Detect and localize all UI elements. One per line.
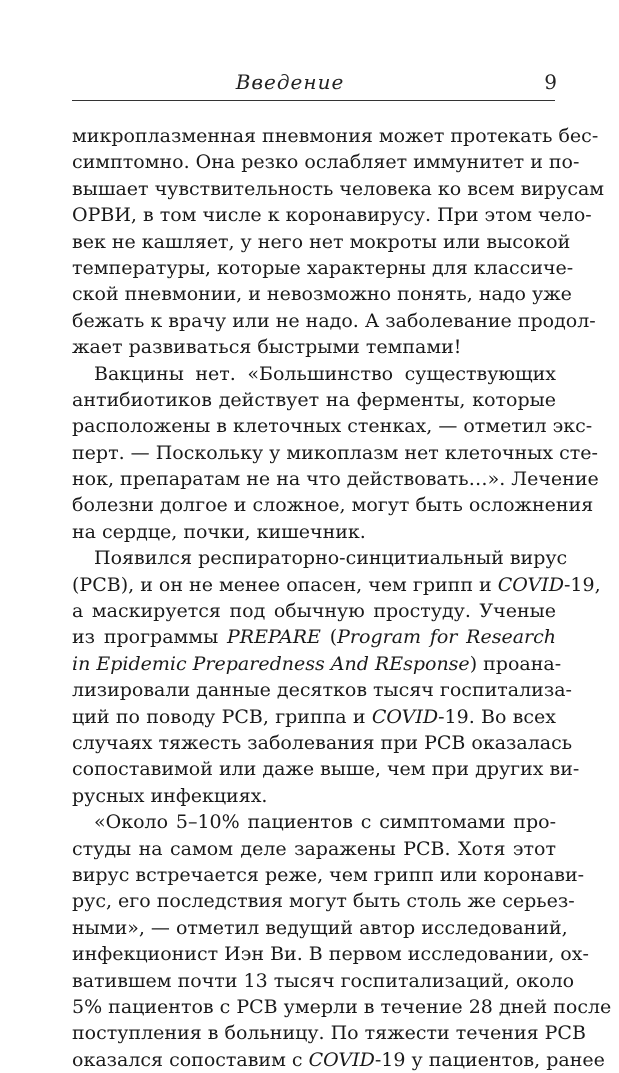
text-line bbox=[72, 545, 568, 571]
text-run: нок, препаратам не на что действовать…». Лечение bbox=[72, 468, 599, 491]
text-line bbox=[72, 809, 556, 835]
text-run: болезни долгое и сложное, могут быть осложнения bbox=[72, 494, 594, 517]
text-run: русных инфекциях. bbox=[72, 784, 268, 807]
text-line bbox=[72, 361, 556, 387]
text-line bbox=[72, 413, 593, 439]
paragraph bbox=[72, 809, 612, 1073]
italic-text: COVID bbox=[371, 705, 439, 728]
text-run: «Около 5–10% пациентов с симптомами про- bbox=[94, 811, 556, 834]
text-run: вирус встречается реже, чем грипп или коронави- bbox=[72, 863, 585, 886]
text-line bbox=[72, 229, 571, 255]
text-run: оказался сопоставим с bbox=[72, 1048, 309, 1071]
text-run: век не кашляет, у него нет мокроты или высокой bbox=[72, 230, 571, 253]
text-line bbox=[72, 862, 585, 888]
body-text bbox=[72, 123, 612, 1073]
text-run: сопоставимой или даже выше, чем при других ви- bbox=[72, 758, 580, 781]
text-line bbox=[72, 255, 574, 281]
text-run: жает развиваться быстрыми темпами! bbox=[72, 336, 462, 359]
text-run: ОРВИ, в том числе к коронавирусу. При этом чело- bbox=[72, 204, 592, 227]
text-run: (РСВ), и он не менее опасен, чем грипп и bbox=[72, 573, 498, 596]
text-run: симптомно. Она резко ослабляет иммунитет и по- bbox=[72, 151, 580, 174]
paragraph bbox=[72, 123, 605, 361]
text-line bbox=[72, 387, 556, 413]
paragraph bbox=[72, 545, 601, 809]
text-line bbox=[72, 994, 612, 1020]
text-line bbox=[72, 677, 572, 703]
text-line bbox=[72, 624, 556, 650]
text-run: поступления в больницу. По тяжести течения РСВ bbox=[72, 1022, 586, 1045]
text-run: температуры, которые характерны для классиче- bbox=[72, 256, 574, 279]
text-run: ) проана- bbox=[469, 652, 562, 675]
text-run: рус, его последствия могут быть столь же серьез- bbox=[72, 890, 575, 913]
italic-text: PREPARE bbox=[227, 626, 321, 649]
text-run: вышает чувствительность человека ко всем вирусам bbox=[72, 177, 605, 200]
text-run: микроплазменная пневмония может протекать бес- bbox=[72, 125, 599, 147]
text-line bbox=[72, 888, 575, 914]
text-line bbox=[72, 572, 601, 598]
text-run: Вакцины нет. «Большинство существующих bbox=[94, 362, 556, 385]
text-run: -19, bbox=[563, 573, 601, 596]
text-run: -19 у пациентов, ранее bbox=[374, 1048, 605, 1071]
text-run: случаях тяжесть заболевания при РСВ оказалась bbox=[72, 731, 573, 754]
text-line bbox=[72, 756, 580, 782]
text-line bbox=[72, 466, 599, 492]
text-line bbox=[72, 123, 599, 149]
text-run: ватившем почти 13 тысяч госпитализаций, около bbox=[72, 969, 575, 992]
text-run: ( bbox=[320, 626, 338, 649]
italic-text: in Epidemic Preparedness And REsponse bbox=[72, 652, 470, 675]
text-line bbox=[72, 941, 589, 967]
text-line bbox=[72, 281, 572, 307]
text-run: лизировали данные десятков тысяч госпитализа- bbox=[72, 679, 572, 702]
text-line bbox=[72, 149, 580, 175]
text-line bbox=[72, 783, 556, 809]
text-run: бежать к врачу или не надо. А заболевание продол- bbox=[72, 309, 596, 332]
text-run: расположены в клеточных стенках, — отметил экс- bbox=[72, 415, 593, 438]
text-run: а маскируется под обычную простуду. Ученые bbox=[72, 600, 556, 623]
text-run: студы на самом деле заражены РСВ. Хотя этот bbox=[72, 837, 556, 860]
text-run: из программы bbox=[72, 626, 228, 649]
text-line bbox=[72, 1047, 605, 1073]
italic-text: COVID bbox=[308, 1048, 375, 1071]
page-number: 9 bbox=[544, 70, 557, 94]
text-run: антибиотиков действует на ферменты, которые bbox=[72, 388, 556, 411]
text-line bbox=[72, 492, 594, 518]
text-run: ными», — отметил ведущий автор исследований, bbox=[72, 916, 568, 939]
text-line bbox=[72, 176, 605, 202]
text-run: инфекционист Иэн Ви. В первом исследовании, ох- bbox=[72, 943, 589, 966]
text-run: Появился респираторно-синцитиальный вирус bbox=[94, 547, 568, 570]
text-line bbox=[72, 651, 562, 677]
text-line bbox=[72, 968, 575, 994]
text-line bbox=[72, 915, 568, 941]
paragraph bbox=[72, 361, 599, 546]
text-line bbox=[72, 730, 573, 756]
text-line bbox=[72, 598, 556, 624]
text-line bbox=[72, 308, 596, 334]
text-line bbox=[72, 334, 556, 360]
text-run: ций по поводу РСВ, гриппа и bbox=[72, 705, 372, 728]
italic-text: Program for Research bbox=[337, 626, 557, 649]
text-line bbox=[72, 704, 556, 730]
text-line bbox=[72, 1020, 586, 1046]
text-line bbox=[72, 836, 556, 862]
italic-text: COVID bbox=[497, 573, 564, 596]
text-run: -19. Во всех bbox=[438, 705, 556, 728]
text-line bbox=[72, 519, 556, 545]
running-header-title: Введение bbox=[235, 70, 345, 94]
text-run: перт. — Поскольку у микоплазм нет клеточных сте- bbox=[72, 441, 598, 464]
text-run: ской пневмонии, и невозможно понять, надо уже bbox=[72, 283, 572, 306]
text-run: на сердце, почки, кишечник. bbox=[72, 520, 366, 543]
text-line bbox=[72, 440, 598, 466]
text-line bbox=[72, 202, 592, 228]
header-rule bbox=[72, 100, 555, 101]
text-run: 5% пациентов с РСВ умерли в течение 28 дней после bbox=[72, 995, 612, 1018]
